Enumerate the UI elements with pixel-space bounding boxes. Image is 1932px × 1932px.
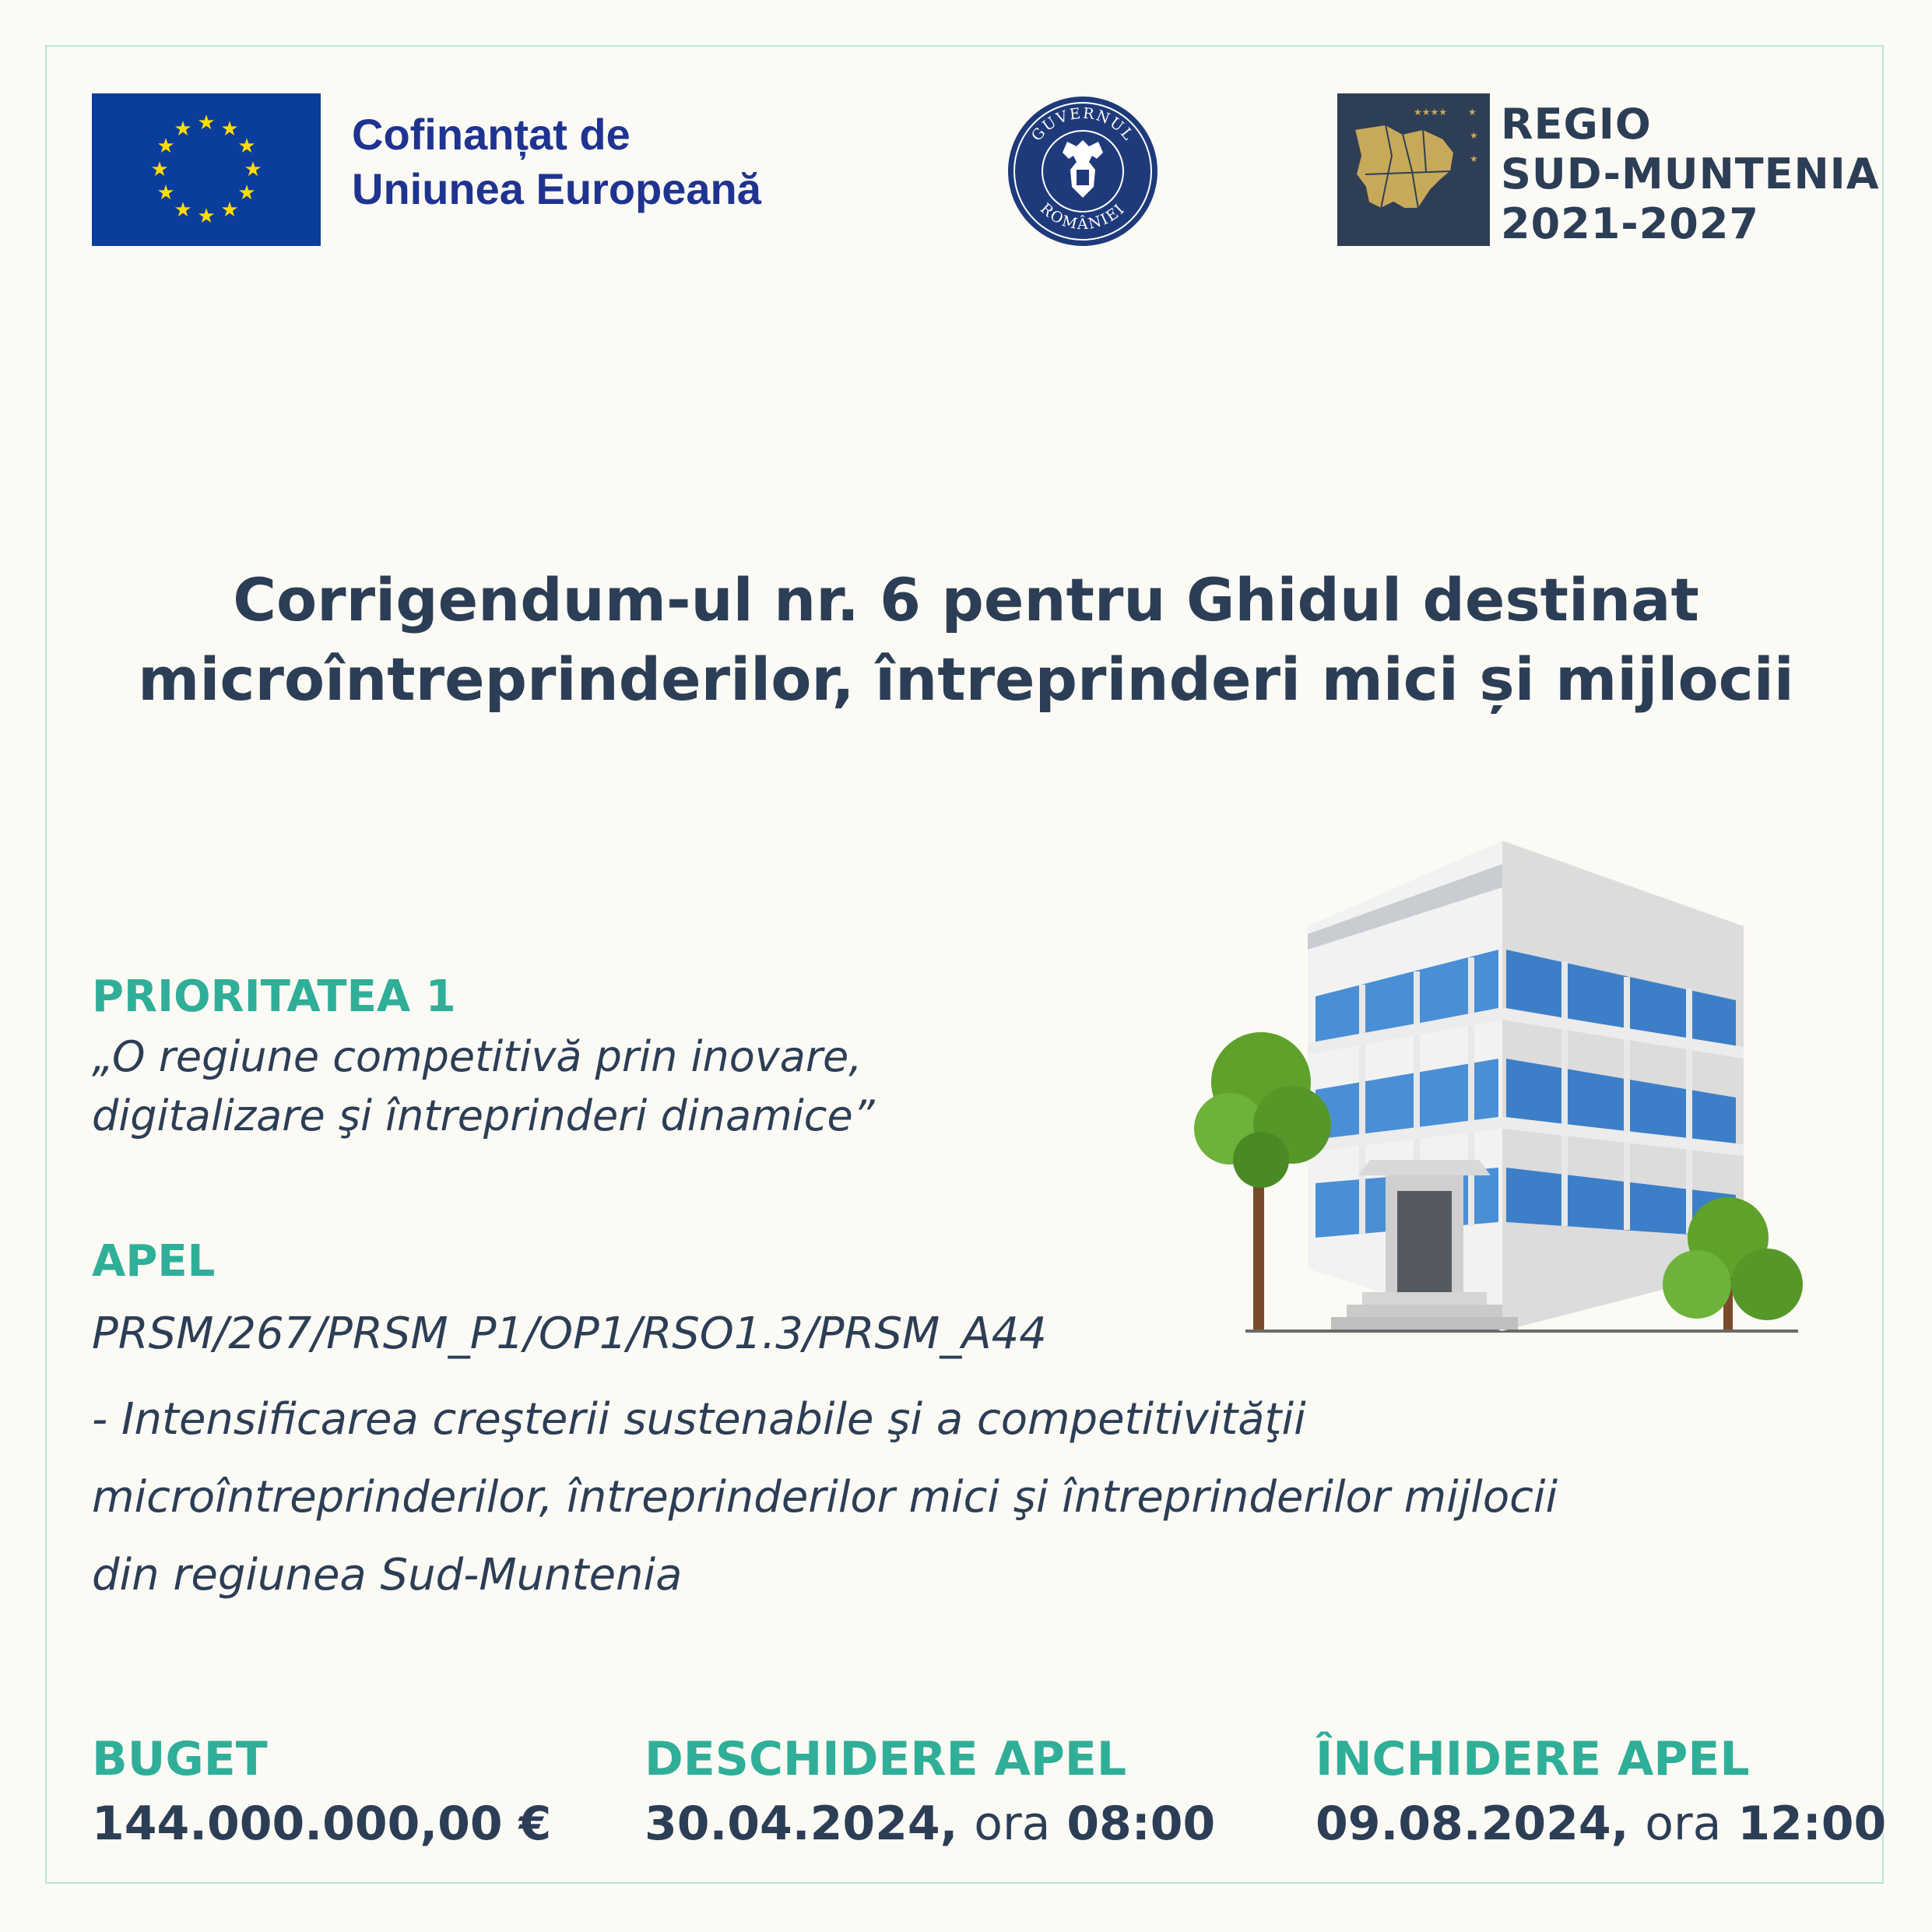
opening-ora: ora	[974, 1797, 1051, 1851]
call-desc-line1: - Intensificarea creşterii sustenabile şi a competitivităţii	[92, 1394, 1306, 1445]
title-line2: microîntreprinderilor, întreprinderi mici și mijlocii	[138, 645, 1794, 714]
opening-time: 08:00	[1066, 1797, 1216, 1851]
cofin-line2: Uniunea Europeană	[352, 164, 761, 213]
eu-stars	[150, 111, 262, 228]
svg-text:★: ★	[220, 118, 239, 141]
regio-title	[1501, 100, 1880, 249]
closing-block	[1316, 1728, 1886, 1857]
eu-flag-logo	[92, 93, 321, 246]
svg-text:★: ★	[150, 158, 169, 181]
svg-text:★: ★	[156, 181, 175, 205]
svg-text:★: ★	[174, 118, 192, 141]
regio-sud-muntenia-map-logo	[1337, 93, 1490, 246]
call-desc-line3: din regiunea Sud-Muntenia	[92, 1550, 683, 1600]
cofin-line1: Cofinanțat de	[352, 110, 631, 159]
svg-text:★: ★	[1468, 107, 1477, 118]
svg-text:★: ★	[174, 198, 192, 222]
page-title	[78, 560, 1854, 719]
cofinanced-by-eu-text	[352, 107, 761, 216]
closing-ora: ora	[1645, 1797, 1722, 1851]
priority-line2: digitalizare şi întreprinderi dinamice”	[92, 1091, 875, 1140]
budget-block	[92, 1728, 551, 1857]
svg-text:★: ★	[1470, 153, 1478, 164]
svg-text:★: ★	[197, 205, 216, 228]
svg-text:★: ★	[237, 135, 256, 158]
seal-text-top: GUVERNUL	[1027, 104, 1138, 145]
svg-text:★★★★: ★★★★	[1414, 107, 1448, 118]
regio-line2: SUD-MUNTENIA	[1501, 149, 1880, 198]
closing-label: ÎNCHIDERE APEL	[1316, 1732, 1750, 1786]
priority-text	[92, 1027, 1104, 1146]
svg-text:★: ★	[156, 135, 175, 158]
seal-text-bottom: ROMÂNIEI	[1037, 199, 1129, 234]
svg-text:★: ★	[220, 198, 239, 222]
budget-label: BUGET	[92, 1732, 268, 1786]
call-code: PRSM/267/PRSM_P1/OP1/RSO1.3/PRSM_A44	[92, 1308, 1047, 1359]
closing-time: 12:00	[1737, 1797, 1887, 1851]
call-label: APEL	[92, 1236, 216, 1287]
closing-value	[1316, 1790, 1886, 1857]
regio-line3: 2021-2027	[1501, 199, 1759, 248]
call-desc-line2: microîntreprinderilor, întreprinderilor mici şi întreprinderilor mijlocii	[92, 1472, 1558, 1523]
svg-text:★: ★	[197, 111, 216, 135]
call-description	[92, 1381, 1804, 1614]
priority-label: PRIORITATEA 1	[92, 971, 456, 1022]
svg-text:★: ★	[237, 181, 256, 205]
closing-date: 09.08.2024,	[1316, 1797, 1629, 1851]
opening-date: 30.04.2024,	[645, 1797, 958, 1851]
opening-label: DESCHIDERE APEL	[645, 1732, 1127, 1786]
title-line1: Corrigendum-ul nr. 6 pentru Ghidul destinat	[233, 565, 1699, 634]
opening-block	[645, 1728, 1215, 1857]
regio-line1: REGIO	[1501, 100, 1652, 149]
office-building-illustration	[1191, 833, 1814, 1339]
budget-value: 144.000.000,00 €	[92, 1797, 552, 1851]
opening-value	[645, 1790, 1215, 1857]
priority-line1: „O regiune competitivă prin inovare,	[92, 1032, 862, 1081]
romanian-government-seal-logo	[1006, 95, 1159, 248]
svg-text:★: ★	[244, 158, 262, 181]
svg-text:★: ★	[1470, 130, 1478, 141]
